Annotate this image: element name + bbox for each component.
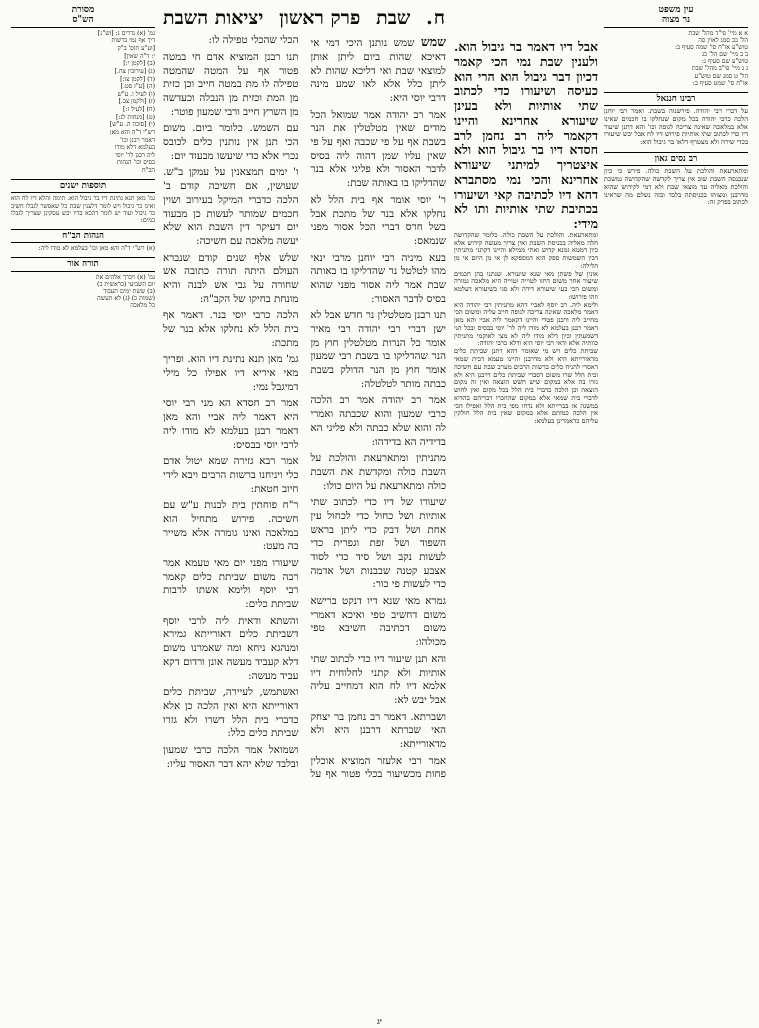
gemara-paragraph: אמר רב יהודה אמר רב הלכה כרבי שמעון והוא שכבתה ואמרי לה והוא שלא כבתה ולא פליגי הא בדידיה הא בדידהו:	[310, 394, 446, 448]
gemara-paragraph: אמר רבא גזירה שמא יטול אדם כלי ויניחנו ברשות הרבים ויבא לידי חיוב חטאת:	[163, 455, 299, 495]
list-item: (ו) לעיל ו. ע"ש	[117, 90, 155, 98]
list-item: י: ד"ה שאין]	[124, 52, 155, 60]
torah-or-items	[11, 274, 155, 310]
gemara-paragraph: בעא מיניה רבי יוחנן מרבי ינאי מהו לטלטל נר שהדליקו בו באותה שבת אמר ליה אסור מפני שהוא בסיס לדבר האסור:	[310, 251, 446, 305]
rashi-block-2: אונין של פשתן מאי שנא שיעורא. שנתנו בהן חכמים שיעור אחר משום דחזו לטוייה וטוייה היא מלאכה גמורה ומשום הכי בעי שיעורא דידה ולא סגי בשיעורא דעלמא וזהו פירושו:	[454, 269, 598, 301]
ein-mishpat-items	[604, 30, 748, 87]
daf-number: ח.	[426, 7, 446, 29]
gemara-paragraph: ושברתא. דאמר רב נחמן בר יצחק האי שברתא דרבנן היא ולא מדאורייתא:	[310, 710, 446, 750]
rabbeinu-chananel-text: על דברי רבי יהודה. פירשנוה בשבת. ואמר רבי יוחנן הלכה כרבי יהודה בכל מקום שנחלקו בו חכמים שאינו אלא במלאכה שאינה צריכה לגופה וכו' והא דתנן שיעור דיו כדי לכתוב שתי אותיות פירוש דיו לח אבל יבש שיעורו בכדי שירה ולא מצטרף דלאו בר גיבול הוא:	[604, 107, 748, 147]
list-item: טוש"ע שם סעיף ג:	[701, 58, 748, 66]
chapter-number: פרק ראשון	[279, 7, 361, 29]
list-item: (ז) [ולקמן צב.]	[118, 98, 155, 106]
gemara-body	[163, 34, 446, 782]
gemara-paragraph: אמר רב חסדא הא מני רבי יוסי היא דאמר ליה אביי והא מאן דאמר רבנן בעלמא לא מודו ליה לרבי יוסי בבסיס:	[163, 397, 299, 451]
list-item: (ה) [ע"ז סט.]	[120, 83, 155, 91]
rashi-column	[451, 6, 601, 1024]
rabbeinu-chananel-title: רבינו חננאל	[604, 92, 748, 106]
gemara-paragraph: עם השמש. כלומר ביום. משום הכי תנן אין נותנין כלים לכובס נכרי אלא כדי שיעשו מבעוד יום:	[163, 122, 299, 162]
list-item: (ב) ששת ימים תעבוד	[103, 287, 155, 295]
gemara-paragraph: גמרא מאי שנא דיו דנקט ברישא משום דחשיב טפי ואיכא דאמרי משום דכתיבה חשיבא טפי מכולהו:	[310, 595, 446, 649]
list-item: (ג) [עירובין צח.]	[114, 67, 155, 75]
gemara-paragraph: והא תנן שיעור דיו כדי לכתוב שתי אותיות ולא קתני לחלוחית דיו אלמא דיו לח הוא דמחייב עליה אבל יבש לא:	[310, 652, 446, 706]
list-item: דיך אף נמי ברשות	[111, 37, 155, 45]
page-number: יג	[377, 1016, 382, 1026]
list-item: דאמר רבנן וכו'	[120, 136, 155, 144]
gemara-paragraph: תנו רבנן המוציא אדם חי במטה פטור אף על המטה שהמטה טפילה לו מת במטה חייב וכן כזית מן המת וכזית מן הנבלה וכעדשה מן השרץ חייב ורבי שמעון פוטר:	[163, 50, 299, 118]
gemara-paragraph	[311, 34, 447, 105]
masoret-items	[11, 30, 155, 174]
list-item: הב"ח	[141, 167, 155, 175]
list-item: א א מיי' פי"ד מהל' שבת	[688, 29, 748, 37]
chapter-name: יציאות השבת	[163, 7, 264, 29]
tosafot-yeshanim-text: גמ' מאן תנא נתינת דיו בר גיבול הוא. תימה והלא דיו לח הוא ואינו בר גיבול ויש לומר דלענין שבת כל שאפשר לגבלו חשיב בר גיבול ועוד יש לומר דהכא בדיו יבש עסקינן שצריך לגבלו במים:	[11, 195, 155, 224]
list-item: טוש"ע או"ח סי' שמה סעיף ב:	[674, 44, 748, 52]
list-item: או"ח סי' שמט סעיף ב:	[692, 79, 748, 87]
gemara-paragraph: מתניתין ומתארעאת והולכת על השבת כולה ומקדשת את השבת כולה ומתארעאת על היום כולו:	[310, 452, 446, 492]
gemara-opening-word: שמש	[420, 34, 446, 50]
rav-nissim-text: ומתארעאת והולכת על השבת כולה. פירש כי כיון שנכנסה השבת שוב אין צריך לקדשה שהקדושה נמשכת והולכת מאליה עד מוצאי שבת ולא דמי לקידוש שהוא מדרבנן ומצותו בכניסתה בלבד ובזה נשלם מה שראינו לכתוב בפרק זה:	[604, 167, 748, 207]
list-item: יום השביעי (בראשית ב)	[97, 280, 155, 288]
gemara-paragraph: ושמואל אמר הלכה כרבי שמעון ובלבד שלא יהא דבר האסור עליו:	[163, 743, 299, 770]
list-item: בסיס וכו' הגהות	[117, 159, 155, 167]
gemara-paragraph: ר"ח פוחתין בית לבנות ע"ש עם חשיכה. פירוש מתחיל הוא במלאכה ואינו גומרה אלא משייר בה מעט:	[163, 499, 299, 553]
gemara-paragraph: והשתא ודאית ליה לרבי יוסף דשביתת כלים דאורייתא גמירא ומנהגא ניחא ומה שאמרנו משום דלא קעביד מעשה אונן ורדום דקא עביד מעשה:	[163, 614, 299, 682]
masoret-title-line2: הש"ס	[72, 14, 94, 25]
hagahot-habach-title: הגהות הב"ח	[11, 229, 155, 243]
list-item: כל מלאכה	[130, 302, 155, 310]
right-sidebar	[601, 6, 751, 1024]
list-item: גמ' (א) נדרים נ: [וש"נ]	[97, 29, 155, 37]
tosafot-yeshanim-title: תוספות ישנים	[11, 179, 155, 193]
rashi-lead-word: אבל דיו דאמר בר גיבול הוא. ולענין שבת נמי הכי קאמר דכיון דבר גיבול הוא הרי הוא כעיסה ושיעורו כדי לכתוב שתי אותיות ולא בעינן שיעורא אחרינא והיינו דקאמר ליה רב נחמן לרב חסדא דיו בר גיבול הוא ולא איצטריך למיתני שיעורא אחרינא והכי נמי מסתברא דהא דיו לכתיבה קאי ושיעורו בכתיבת שתי אותיות ותו לא מידי:	[454, 39, 598, 231]
list-item: (ט) [מנחות לג:]	[115, 113, 155, 121]
ein-mishpat-title	[604, 6, 748, 28]
gemara-text: שמש נותנן היכי דמי אי דאיכא שהות ביום ליתן אותן למוצאי שבת ואי דליכא שהות לא ליתן כלל אלא לאו שמע מינה דרבי יוסי היא:	[310, 37, 446, 105]
gemara-paragraph: אמר רב יהודה אמר שמואל הכל מודים שאין מטלטלין את הנר בשבת אף על פי שכבה ואף על פי שאין עליו שמן דהוה ליה בסיס לדבר האסור ולא פליגי אלא בנר שהדליקו בו באותה שבת:	[310, 108, 446, 190]
gemara-paragraph: שיעורו של דיו כדי לכתוב שתי אותיות ושל כחול כדי לכחול עין אחת ושל דבק כדי ליתן בראש השפוד ושל זפת וגפרית כדי לעשות נקב ושל סיד כדי לסוד אצבע קטנה שבבנות ושל אדמה כדי לעשות פי כור:	[310, 496, 446, 591]
gemara-paragraph: הלכה כרבי יוסי בנר. דאמר אף בית הלל לא נחלקו אלא בנר של מתכת:	[163, 309, 299, 349]
list-item: בעלמא דלא מודו	[114, 144, 155, 152]
list-item: גמ' (א) ויברך אלהים את	[95, 273, 155, 281]
rav-nissim-title: רב נסים גאון	[604, 152, 748, 166]
gemara-paragraph: שלש אלף שנים קודם שנברא העולם היתה תורה כתובה אש שחורה על גבי אש לבנה והיא מונחת בחיקו של הקב"ה:	[163, 251, 299, 305]
gemara-paragraph: ו' ימים תמצאנין על עמקן ב"ש. שעושין, אם חשיכה קודם ב' הלכה כדברי המיקל בעירוב ושוין חכמים שמותר לעשות כן מבעוד יום דעיקר דין השבת הוא שלא יעשה מלאכה עם חשיכה:	[163, 166, 299, 247]
gemara-paragraph: שיעורו מפני יום מאי טעמא אמר רבה משום שביתת כלים קאמר רבי יוסף ולימא אשתו לרבות שביתת כלים:	[163, 557, 299, 611]
list-item: ליה רבנן לר' יוסי	[115, 151, 155, 159]
left-sidebar	[8, 6, 158, 1024]
gemara-column	[158, 6, 451, 1024]
rashi-block-0	[454, 40, 598, 232]
torah-or-title: תורה אור	[11, 257, 155, 271]
list-item: (ב) [לקמן י:]	[123, 60, 155, 68]
ein-mishpat-line2: נר מצוה	[661, 14, 690, 25]
rashi-block-3: ולימא ליה. רב יוסף לאביי דהא מתניתין רבי יהודה היא דאמר מלאכה שאינה צריכה לגופה חייב עליה ומשום הכי מחייב ליה ורבנן פטרי והיינו דקאמר ליה אביי והא מאן דאמר רבנן בעלמא לא מודו ליה לר' יוסי בבסיס ובכל הני דשמעתין וכיון דלא מודו ליה לא מצי לאוקמי מתניתין כוותיה אלא ודאי רבי יוסי היא ודלא כרבי יהודה:	[454, 300, 598, 348]
list-item: הל' ט סמג שם טוש"ע	[694, 72, 748, 80]
masoret-hashas-title	[11, 6, 155, 28]
hagahot-habach-text: (א) רש"י ד"ה והא מאן וכו' בעלמא לא מודו ליה:	[38, 245, 155, 253]
page-header	[163, 6, 446, 31]
masoret-title-line1: מסורת	[71, 5, 95, 15]
rashi-block-1: ומתארעאת. והולכת על השבת כולה. כלומר שהקדושה חלה מאליה בכניסת השבת ואין צריך מעשה קידוש אלא כיון דמטא זמנא קדוש ואתי ממילא והיינו דקתני מתניתין דבין השמשות ספק הוא דמספקא לן אי מן היום אי מן הלילה:	[454, 230, 598, 270]
tractate-name: שבת	[376, 7, 411, 29]
ein-mishpat-line1: עין משפט	[658, 5, 694, 15]
gemara-paragraph: ואשתמש, לעיירה, שביתת כלים דאורייתא היא ואין הלכה כן אלא כדברי בית הלל דשרו ולא גזרו שביתת כלים כלל:	[163, 686, 299, 740]
list-item: ב ב מיי' שם הל' כג	[702, 51, 748, 59]
gemara-paragraph: אמר רבי אלעזר המוציא אוכלין פחות מכשיעור בכלי פטור אף על הכלי שהכלי טפילה לו:	[208, 34, 446, 781]
list-item: (ד) [לקמן צו:]	[120, 75, 155, 83]
list-item: (י) [סוכה ה. ע"ש]	[109, 121, 155, 129]
list-item: (שמות כ) (ג) לא תעשה	[97, 295, 155, 303]
list-item: (ח) [לעיל ז:]	[123, 106, 155, 114]
list-item: רש"י ד"ה והא מאן	[110, 128, 155, 136]
list-item: הל' כב סמג לאוין סה	[698, 36, 748, 44]
list-item: [וע"ע תוס' ב"ק	[117, 45, 155, 53]
gemara-paragraph: גמ' מאן תנא נתינת דיו הוא. ופריך מאי איריא דיו אפילו כל מילי דמיגבל נמי:	[163, 353, 299, 393]
gemara-paragraph: ר' יוסי אומר אף בית הלל לא נחלקו אלא בנר של מתכת אבל בשל חרס דברי הכל אסור מפני שנמאס:	[310, 193, 446, 247]
rashi-bottom: שביתת כלים ויש מי שאומר דהא דתנן שביתת כלים מדאורייתא היא ולא מדרבנן והיינו טעמא דבית שמאי דאסרי להניח כלים ברשות הרבים מערב שבת עם חשיכה ובית הלל שרו משום דסברי שביתת כלים דרבנן היא ולא גזרו בה אלא במקום שיש חשש הוצאה ואין זה מקום הוצאה וכן הלכה כדברי בית הלל בכל מקום ואין לחוש לדברי בית שמאי אלא במקום שהוזכרו דבריהם בהדיא במשנה או בברייתא ולא נדחו מפי בית הלל ואפילו הכי אין הלכה כמותם אלא במקום שאין בית הלל חולקין עליהם כדאמרינן בעלמא:	[454, 347, 598, 426]
list-item: ג ג מיי' פי"ב מהל' שבת	[691, 65, 748, 73]
gemara-paragraph: תנו רבנן מטלטלין נר חדש אבל לא ישן דברי רבי יהודה רבי מאיר אומר כל הנרות מטלטלין חוץ מן הנר שהדליקו בו בשבת רבי שמעון אומר חוץ מן הנר הדולק בשבת כבתה מותר לטלטלה:	[310, 309, 446, 390]
